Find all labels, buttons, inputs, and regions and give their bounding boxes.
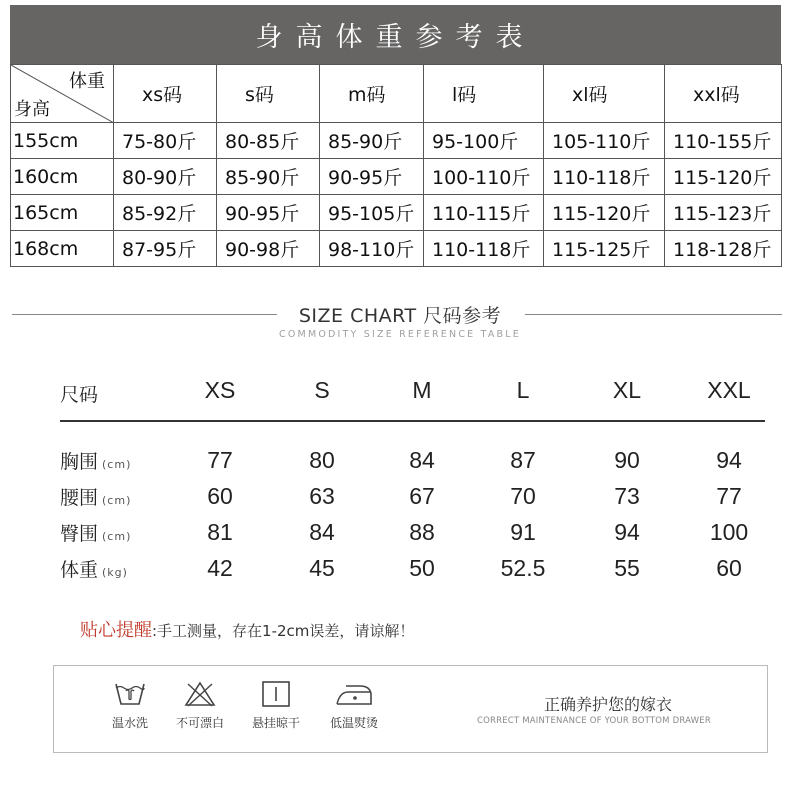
measurement-row [60, 447, 765, 481]
care-label-bleach: 不可漂白 [175, 716, 224, 730]
weight-cell: 115-120斤 [544, 195, 665, 231]
table-row [11, 159, 782, 195]
measurement-value: 70 [510, 483, 536, 509]
weight-cell: 90-95斤 [320, 159, 424, 195]
size-header-label: 尺码 [60, 384, 99, 406]
size-header-xl: xl码 [544, 65, 665, 123]
measurement-value: 50 [409, 555, 435, 581]
weight-cell: 110-155斤 [665, 123, 782, 159]
height-cell: 165cm [11, 195, 114, 231]
care-title: 正确养护您的嫁衣 [544, 695, 673, 714]
size-col-l: L [516, 377, 530, 403]
height-cell: 160cm [11, 159, 114, 195]
measurement-value: 94 [716, 447, 742, 473]
measurement-value: 52.5 [500, 555, 546, 581]
measurement-label: 臀围 (cm) [60, 523, 132, 545]
measurement-value: 45 [309, 555, 335, 581]
measurement-row [60, 555, 765, 589]
weight-cell: 100-110斤 [424, 159, 544, 195]
care-item-iron [316, 680, 392, 731]
size-header-xs: xs码 [114, 65, 217, 123]
size-chart-right-rule [525, 314, 782, 315]
weight-cell: 115-125斤 [544, 231, 665, 267]
measurement-label: 腰围 (cm) [60, 487, 132, 509]
size-header-s: s码 [217, 65, 320, 123]
size-col-xs: XS [204, 377, 236, 403]
weight-cell: 90-98斤 [217, 231, 320, 267]
weight-cell: 118-128斤 [665, 231, 782, 267]
weight-cell: 110-115斤 [424, 195, 544, 231]
care-instructions-box [53, 665, 768, 753]
size-col-s: S [314, 377, 330, 403]
measurement-tip [80, 616, 414, 642]
measurement-value: 77 [716, 483, 742, 509]
care-label-dry: 悬挂晾干 [251, 716, 300, 730]
measurement-value: 81 [207, 519, 233, 545]
table-row [11, 195, 782, 231]
table-header-row [11, 65, 782, 123]
measurement-value: 60 [207, 483, 233, 509]
care-label-iron: 低温熨烫 [329, 716, 378, 730]
weight-cell: 115-120斤 [665, 159, 782, 195]
weight-cell: 80-85斤 [217, 123, 320, 159]
weight-cell: 85-90斤 [217, 159, 320, 195]
no-bleach-icon [183, 680, 217, 708]
weight-cell: 80-90斤 [114, 159, 217, 195]
table-row [11, 231, 782, 267]
size-chart-subtitle: COMMODITY SIZE REFERENCE TABLE [279, 329, 521, 340]
care-label-wash: 温水洗 [111, 716, 148, 730]
weight-cell: 105-110斤 [544, 123, 665, 159]
measurement-value: 73 [614, 483, 640, 509]
size-chart-title: SIZE CHART 尺码参考 [298, 305, 502, 327]
measurement-value: 94 [614, 519, 640, 545]
height-cell: 155cm [11, 123, 114, 159]
weight-cell: 85-90斤 [320, 123, 424, 159]
measurement-value: 100 [709, 519, 749, 545]
table-row [11, 123, 782, 159]
care-item-bleach [162, 680, 238, 731]
weight-cell: 110-118斤 [544, 159, 665, 195]
weight-cell: 110-118斤 [424, 231, 544, 267]
tip-label: 贴心提醒 [80, 620, 152, 641]
measurement-value: 77 [207, 447, 233, 473]
size-header-m: m码 [320, 65, 424, 123]
measurement-value: 88 [409, 519, 435, 545]
size-chart-divider [60, 420, 765, 422]
weight-cell: 95-100斤 [424, 123, 544, 159]
weight-cell: 85-92斤 [114, 195, 217, 231]
measurement-value: 63 [309, 483, 335, 509]
measurement-value: 60 [716, 555, 742, 581]
size-col-xxl: XXL [707, 377, 751, 403]
size-header-row [60, 377, 765, 411]
care-item-dry [238, 680, 314, 731]
measurement-value: 67 [409, 483, 435, 509]
measurement-row [60, 519, 765, 553]
weight-cell: 87-95斤 [114, 231, 217, 267]
measurement-label: 体重 (kg) [60, 559, 128, 581]
weight-cell: 115-123斤 [665, 195, 782, 231]
height-cell: 168cm [11, 231, 114, 267]
size-col-m: M [412, 377, 432, 403]
height-weight-reference-table [10, 64, 782, 267]
measurement-value: 55 [614, 555, 640, 581]
corner-height-label: 身高 [14, 99, 50, 120]
measurement-value: 90 [614, 447, 640, 473]
measurement-row [60, 483, 765, 517]
size-chart-left-rule [12, 314, 277, 315]
care-item-wash [92, 680, 168, 731]
measurement-value: 84 [309, 519, 335, 545]
measurement-label: 胸围 (cm) [60, 451, 132, 473]
weight-cell: 75-80斤 [114, 123, 217, 159]
measurement-value: 42 [207, 555, 233, 581]
size-header-l: l码 [424, 65, 544, 123]
weight-cell: 95-105斤 [320, 195, 424, 231]
reference-table-title: 身高体重参考表 [10, 5, 781, 64]
corner-weight-label: 体重 [69, 71, 105, 92]
size-col-xl: XL [612, 377, 642, 403]
weight-cell: 98-110斤 [320, 231, 424, 267]
wash-30-icon [113, 680, 147, 708]
corner-cell [11, 65, 114, 123]
hang-dry-icon [259, 680, 293, 708]
size-header-xxl: xxl码 [665, 65, 782, 123]
care-subtitle: CORRECT MAINTENANCE OF YOUR BOTTOM DRAWER [477, 716, 711, 726]
measurement-value: 87 [510, 447, 536, 473]
tip-text: :手工测量，存在1-2cm误差，请谅解！ [152, 622, 415, 640]
measurement-value: 91 [510, 519, 536, 545]
low-iron-icon [334, 680, 374, 708]
weight-cell: 90-95斤 [217, 195, 320, 231]
measurement-value: 84 [409, 447, 435, 473]
measurement-value: 80 [309, 447, 335, 473]
